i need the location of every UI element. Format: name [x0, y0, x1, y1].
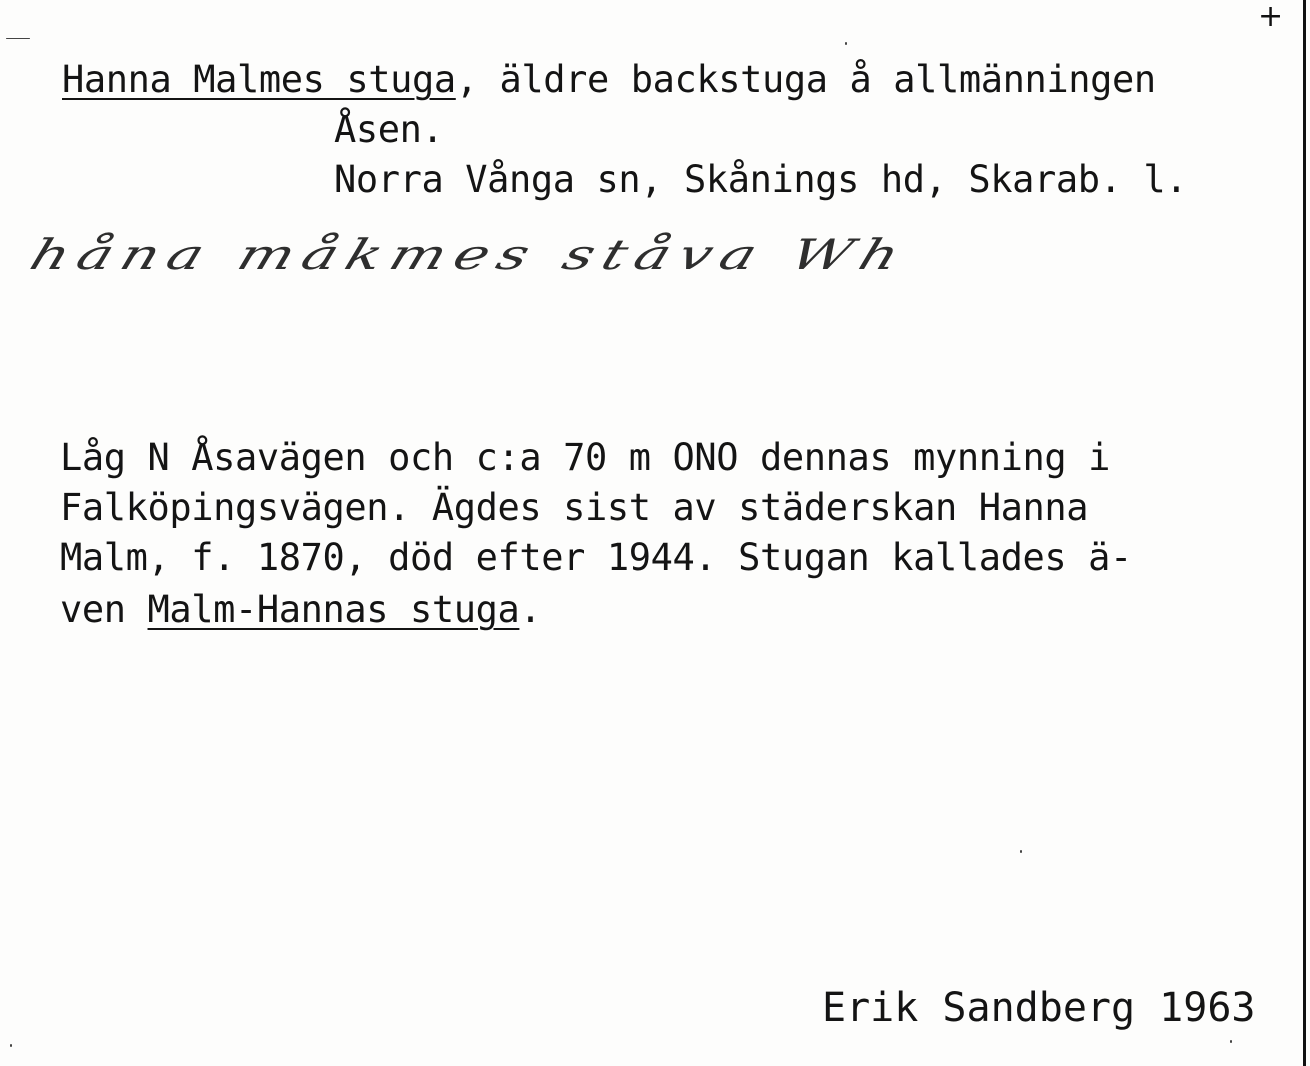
- body-line-3: Malm, f. 1870, död efter 1944. Stugan kallades ä-: [60, 536, 1132, 579]
- body-line-4-suffix: .: [519, 588, 542, 631]
- card-edge-border: [1303, 0, 1306, 1066]
- corner-cross-mark: +: [1258, 0, 1284, 34]
- scan-speck: [1230, 1040, 1232, 1043]
- heading-line-2: Åsen.: [334, 108, 444, 151]
- body-line-4-prefix: ven: [60, 588, 148, 631]
- scan-speck: [1020, 850, 1022, 853]
- handwritten-transcription: [24, 230, 1260, 330]
- alternate-name: Malm-Hannas stuga: [147, 588, 520, 631]
- scan-speck: [10, 1044, 12, 1047]
- heading-line-1: [62, 58, 1156, 102]
- heading-description: , äldre backstuga å allmänningen: [455, 58, 1156, 101]
- scan-speck: [6, 38, 30, 39]
- parish-line: Norra Vånga sn, Skånings hd, Skarab. l.: [334, 158, 1188, 201]
- body-line-4: [60, 588, 541, 632]
- scan-speck: [845, 42, 847, 45]
- author-signature: Erik Sandberg 1963: [822, 985, 1256, 1031]
- place-name: Hanna Malmes stuga: [62, 58, 456, 101]
- body-line-2: Falköpingsvägen. Ägdes sist av städerskan Hanna: [60, 486, 1089, 529]
- handwritten-text: håna måkmes ståva Wh: [24, 230, 915, 279]
- body-line-1: Låg N Åsavägen och c:a 70 m ONO dennas mynning i: [60, 436, 1111, 479]
